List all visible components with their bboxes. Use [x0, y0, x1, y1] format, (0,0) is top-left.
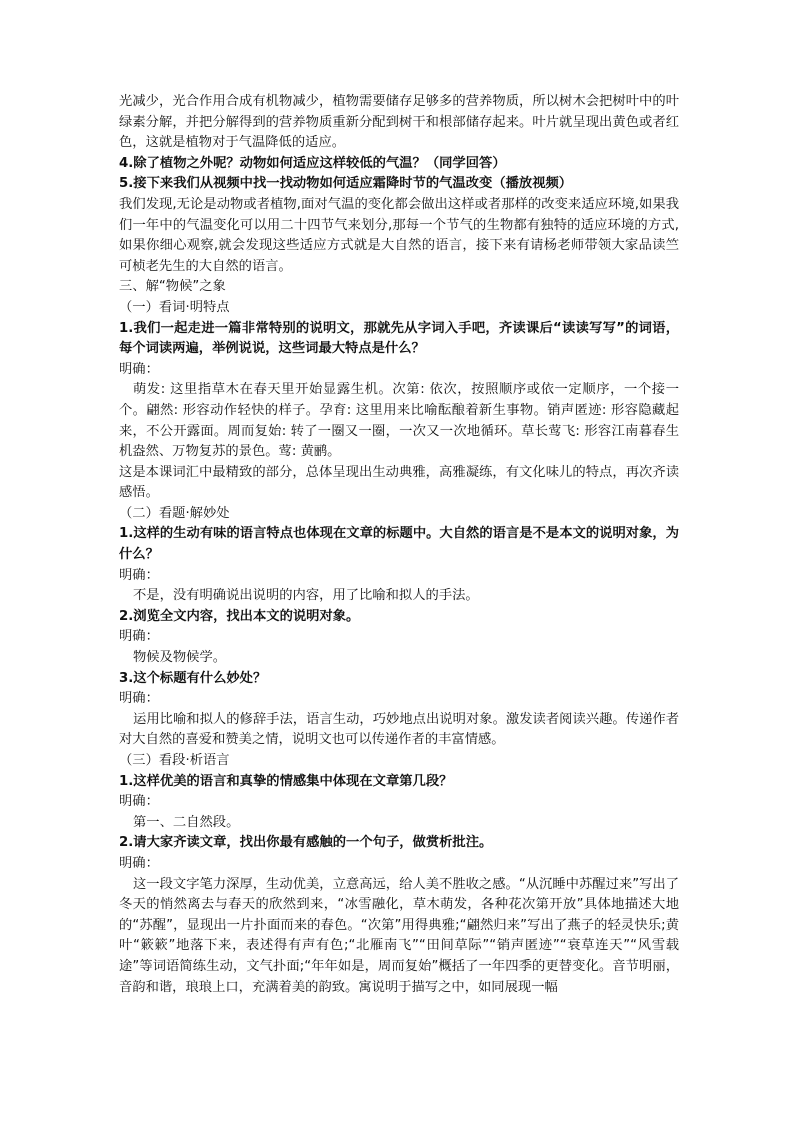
question: 2.请大家齐读文章，找出你最有感触的一个句子，做赏析批注。	[119, 835, 493, 851]
paragraph: 这是本课词汇中最精致的部分，总体呈现出生动典雅，高雅凝练，有文化味儿的特点，再次齐读感悟。	[119, 464, 679, 501]
answer-label: 明确：	[119, 361, 159, 377]
answer-text: 这一段文字笔力深厚，生动优美，立意高远，给人美不胜收之感。“从沉睡中苏醒过来”写出了冬天的悄然离去与春天的欣然到来，“冰雪融化，草木萌发，各种花次第开放”具体地描述大地的“苏醒”，显现出一片扑面而来的春色。“次第”用得典雅;“翩然归来”写出了燕子的轻灵快乐;黄叶“簌簌”地落下来，表述得有声有色;“北雁南飞”“田间草际”“销声匿迹”“衰草连天”“风雪载途”等词语简练生动，文气扑面;“年年如是，周而复始”概括了一年四季的更替变化。音节明丽，音韵和谐，琅琅上口，充满着美的韵致。寓说明于描写之中，如同展现一幅	[119, 876, 679, 995]
answer-label: 明确：	[119, 567, 159, 583]
paragraph: 我们发现,无论是动物或者植物,面对气温的变化都会做出这样或者那样的改变来适应环境,如果我们一年中的气温变化可以用二十四节气来划分,那每一个节气的生物都有独特的适应环境的方式,如果你细心观察,就会发现这些适应方式就是大自然的语言，接下来有请杨老师带领大家品读竺可桢老先生的大自然的语言。	[119, 196, 679, 274]
answer-label: 明确：	[119, 629, 159, 645]
question: 2.浏览全文内容，找出本文的说明对象。	[119, 608, 360, 624]
question: 1.我们一起走进一篇非常特别的说明文，那就先从字词入手吧，齐读课后“读读写写”的词语，每个词读两遍，举例说说，这些词最大特点是什么？	[119, 320, 679, 357]
answer-label: 明确：	[119, 794, 159, 810]
answer-text: 不是，没有明确说出说明的内容，用了比喻和拟人的手法。	[133, 588, 479, 604]
answer-text: 运用比喻和拟人的修辞手法，语言生动，巧妙地点出说明对象。激发读者阅读兴趣。传递作者对大自然的喜爱和赞美之情，说明文也可以传递作者的丰富情感。	[119, 711, 679, 748]
question: 3.这个标题有什么妙处？	[119, 670, 267, 686]
subsection-heading: （三）看段·析语言	[119, 753, 230, 768]
question-4: 4.除了植物之外呢？动物如何适应这样较低的气温？（同学回答）	[119, 155, 506, 171]
question: 1.这样优美的语言和真挚的情感集中体现在文章第几段？	[119, 773, 453, 789]
paragraph: 光减少，光合作用合成有机物减少，植物需要储存足够多的营养物质，所以树木会把树叶中的叶绿素分解，并把分解得到的营养物质重新分配到树干和根部储存起来。叶片就呈现出黄色或者红色，这就是植物对于气温降低的适应。	[119, 94, 679, 151]
subsection-heading: （二）看题·解妙处	[119, 505, 230, 521]
question-5: 5.接下来我们从视频中找一找动物如何适应霜降时节的气温改变（播放视频）	[119, 176, 573, 192]
section-heading: 三、解“物候”之象	[119, 279, 226, 295]
answer-label: 明确：	[119, 855, 159, 871]
answer-text: 萌发: 这里指草木在春天里开始显露生机。次第: 依次，按照顺序或依一定顺序，一个接一个。翩然: 形容动作轻快的样子。孕育: 这里用来比喻酝酿着新生事物。销声匿迹: 形容隐藏起来，不公开露面。周而复始: 转了一圈又一圈，一次又一次地循环。草长莺飞: 形容江南暮春生机盎然、万物复苏的景色。莺: 黄鹂。	[119, 382, 679, 460]
answer-label: 明确：	[119, 691, 159, 707]
answer-text: 第一、二自然段。	[133, 814, 240, 830]
document-body	[119, 92, 679, 998]
question: 1.这样的生动有味的语言特点也体现在文章的标题中。大自然的语言是不是本文的说明对象，为什么？	[119, 526, 679, 563]
answer-text: 物候及物候学。	[133, 650, 227, 666]
subsection-heading: （一）看词·明特点	[119, 299, 230, 315]
